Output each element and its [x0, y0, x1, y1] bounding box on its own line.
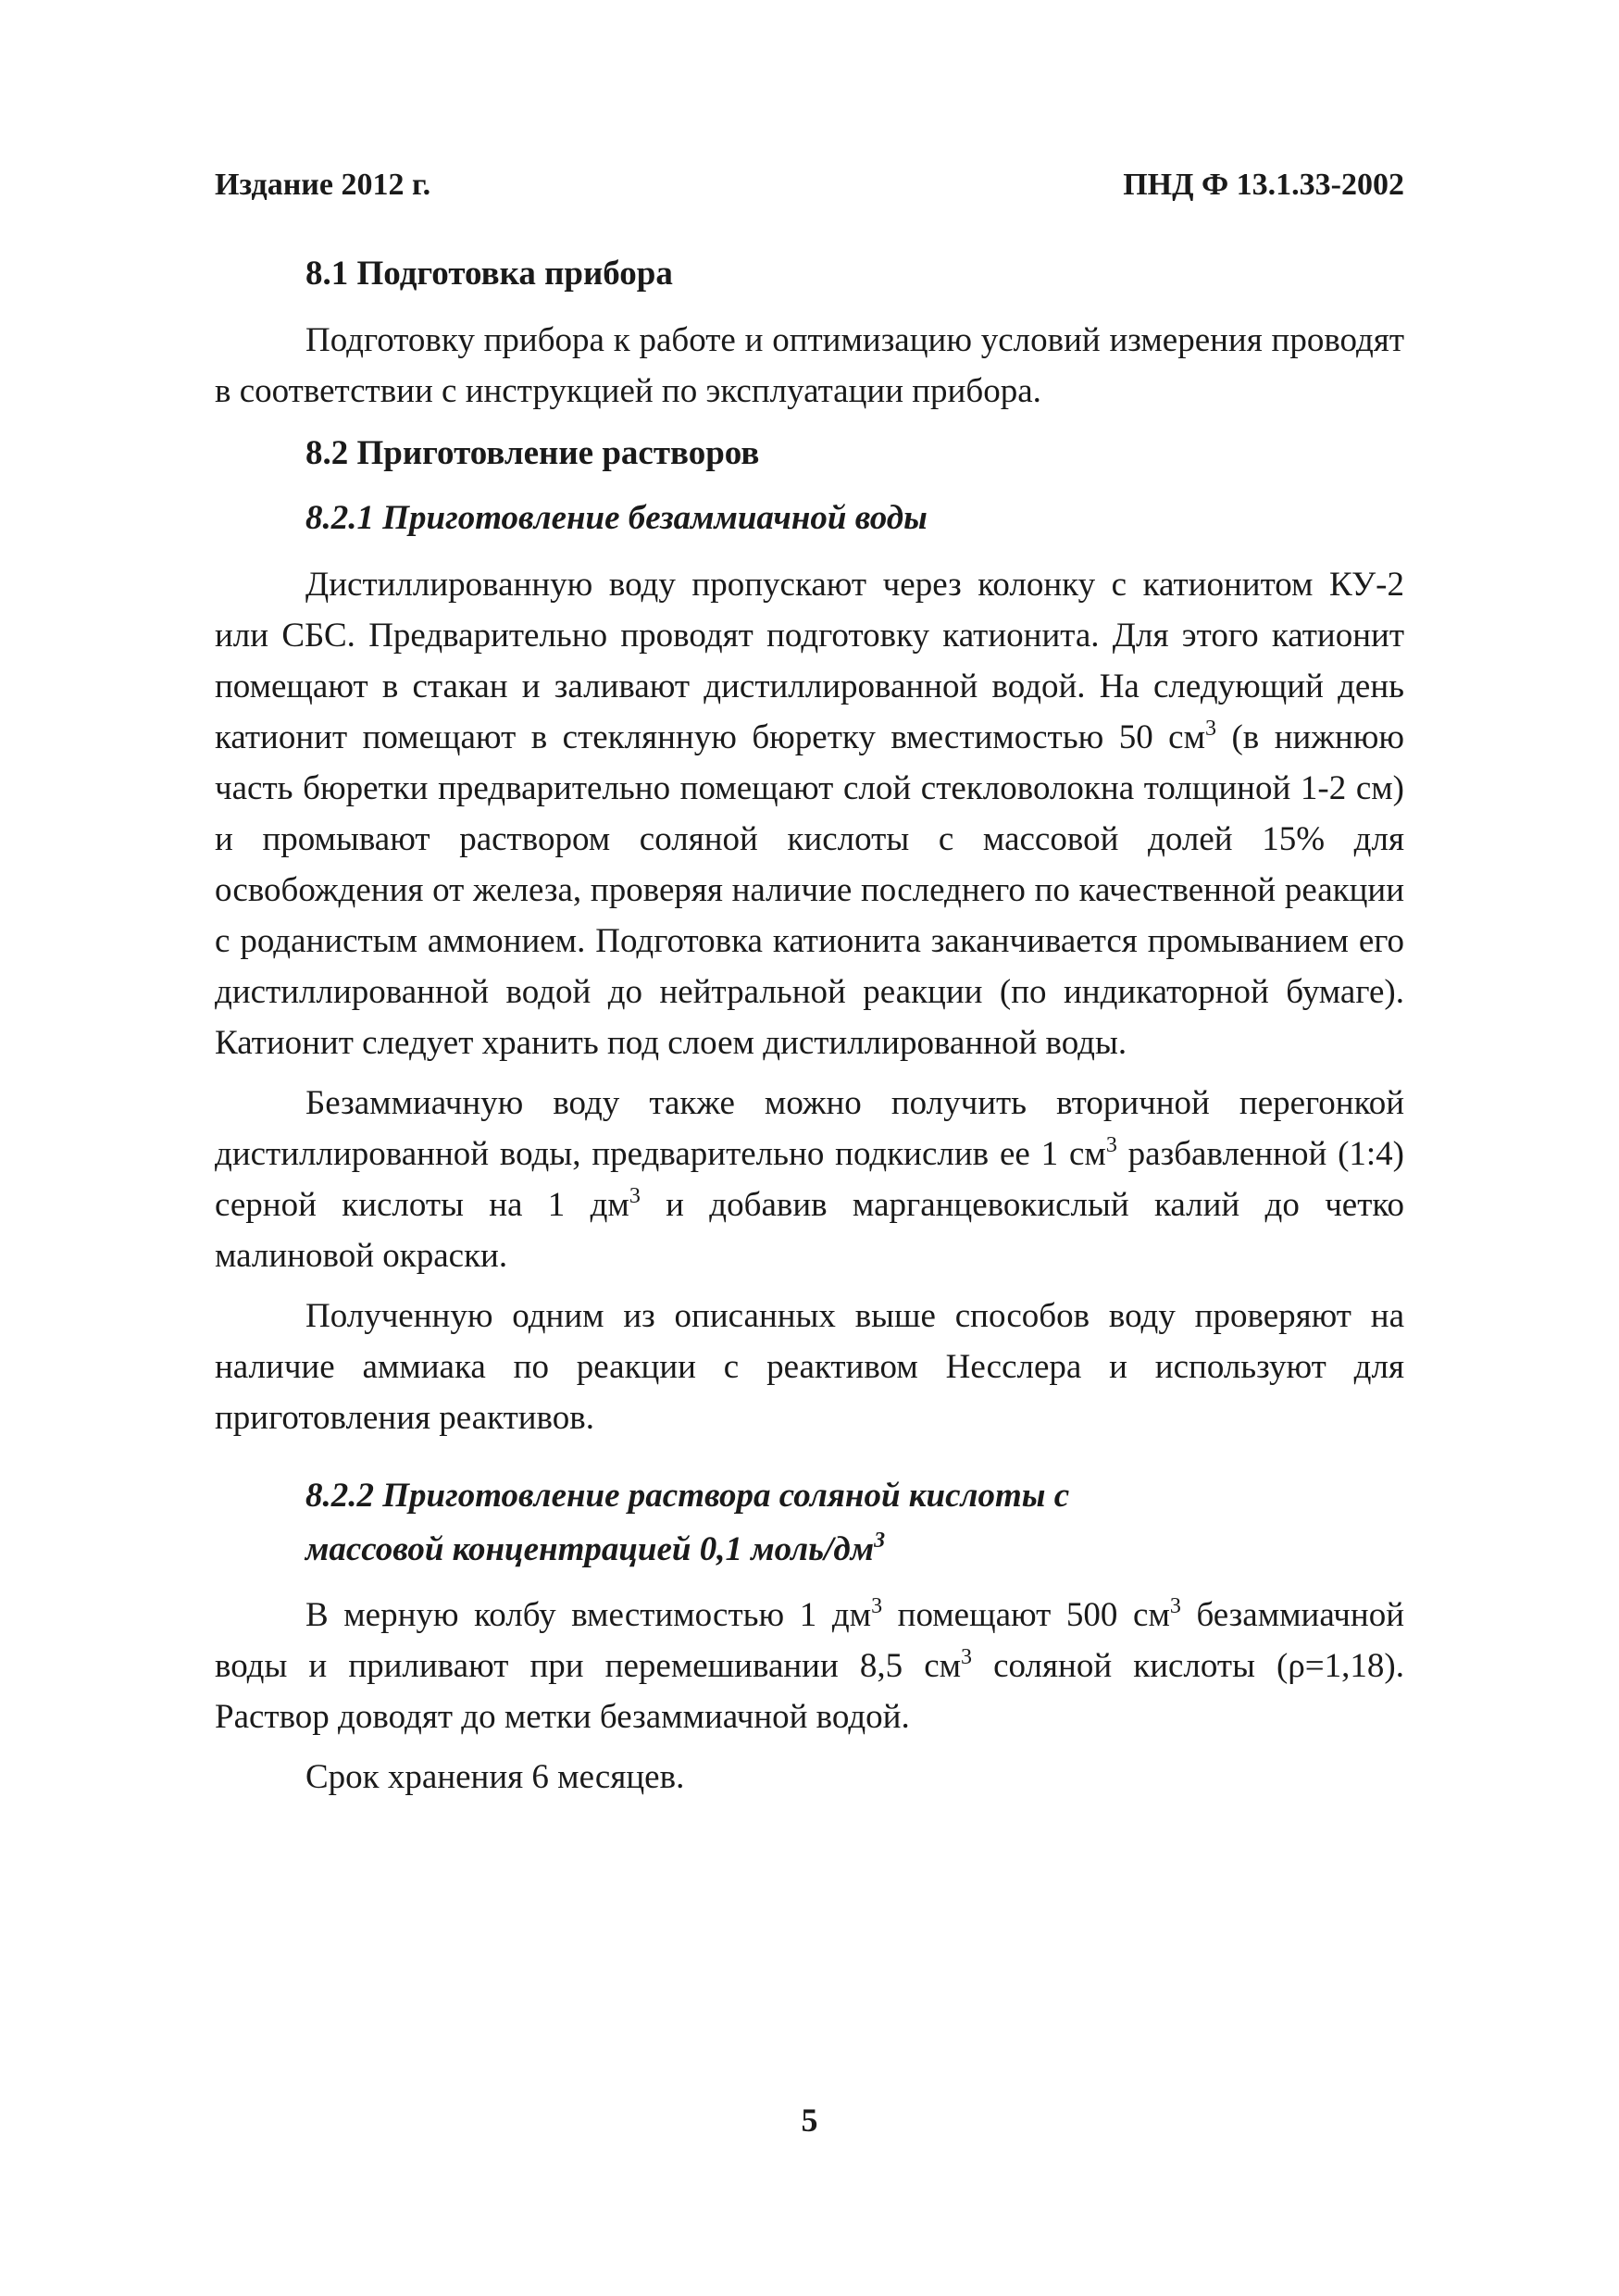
text-run: соляной кислоты (ρ=1,18). Раствор доводят до метки безаммиачной водой.	[215, 1647, 1404, 1736]
text-run: безаммиачной воды и приливают при перемешивании 8,5 см	[215, 1596, 1404, 1685]
page-content	[215, 250, 1404, 1812]
edition-label: Издание 2012 г.	[215, 168, 431, 202]
superscript: 3	[1205, 717, 1217, 741]
section-8-2-2-title-line-1: 8.2.2 Приготовление раствора соляной кислоты с	[305, 1477, 1070, 1515]
superscript: 3	[871, 1594, 883, 1618]
section-8-2-1-paragraph-2	[215, 1078, 1404, 1281]
section-8-2-1-paragraph-1	[215, 559, 1404, 1068]
section-8-2-1-paragraph-3: Полученную одним из описанных выше способов воду проверяют на наличие аммиака по реакции с реактивом Несслера и используют для приготовления реактивов.	[215, 1297, 1404, 1437]
text-run: В мерную колбу вместимостью 1 дм	[305, 1596, 872, 1634]
text-run: Безаммиачную воду также можно получить вторичной перегонкой дистиллированной воды, предварительно подкислив ее 1 см	[215, 1084, 1404, 1173]
text-run: разбавленной (1:4) серной кислоты на 1 дм	[215, 1135, 1404, 1224]
section-8-1-title: 8.1 Подготовка прибора	[305, 255, 673, 293]
superscript: 3	[629, 1184, 641, 1208]
document-code: ПНД Ф 13.1.33-2002	[1123, 168, 1404, 202]
section-8-2-2-title	[215, 1469, 1404, 1577]
section-8-2-title: 8.2 Приготовление растворов	[305, 434, 760, 472]
text-run: Дистиллированную воду пропускают через колонку с катионитом КУ-2 или СБС. Предварительно проводят подготовку катионита. Для этого катионит помещают в стакан и заливают дистиллированной водой. На следующий день катионит помещают в стеклянную бюретку вместимостью 50 см	[215, 566, 1404, 756]
superscript: 3	[1105, 1133, 1117, 1157]
superscript: 3	[874, 1529, 886, 1553]
page-number: 5	[801, 2102, 818, 2139]
text-run: (в нижнюю часть бюретки предварительно помещают слой стекловолокна толщиной 1-2 см) и промывают раствором соляной кислоты с массовой долей 15% для освобождения от железа, проверяя наличие последнего по качественной реакции с роданистым аммонием. Подготовка катионита заканчивается промыванием его дистиллированной водой до нейтральной реакции (по индикаторной бумаге). Катионит следует хранить под слоем дистиллированной воды.	[215, 718, 1404, 1062]
text-run: массовой концентрацией 0,1 моль/дм	[305, 1530, 875, 1568]
text-run: и добавив марганцевокислый калий до четко малиновой окраски.	[215, 1186, 1404, 1275]
superscript: 3	[1169, 1594, 1181, 1618]
section-8-2-2-paragraph-1	[215, 1590, 1404, 1742]
section-8-1-paragraph: Подготовку прибора к работе и оптимизацию условий измерения проводят в соответствии с инструкцией по эксплуатации прибора.	[215, 321, 1404, 410]
section-8-2-2-title-line-2	[305, 1523, 1404, 1577]
text-run: помещают 500 см	[882, 1596, 1170, 1634]
superscript: 3	[961, 1645, 973, 1669]
section-8-2-1-title: 8.2.1 Приготовление безаммиачной воды	[305, 499, 928, 537]
section-8-2-2-paragraph-2: Срок хранения 6 месяцев.	[305, 1758, 685, 1796]
